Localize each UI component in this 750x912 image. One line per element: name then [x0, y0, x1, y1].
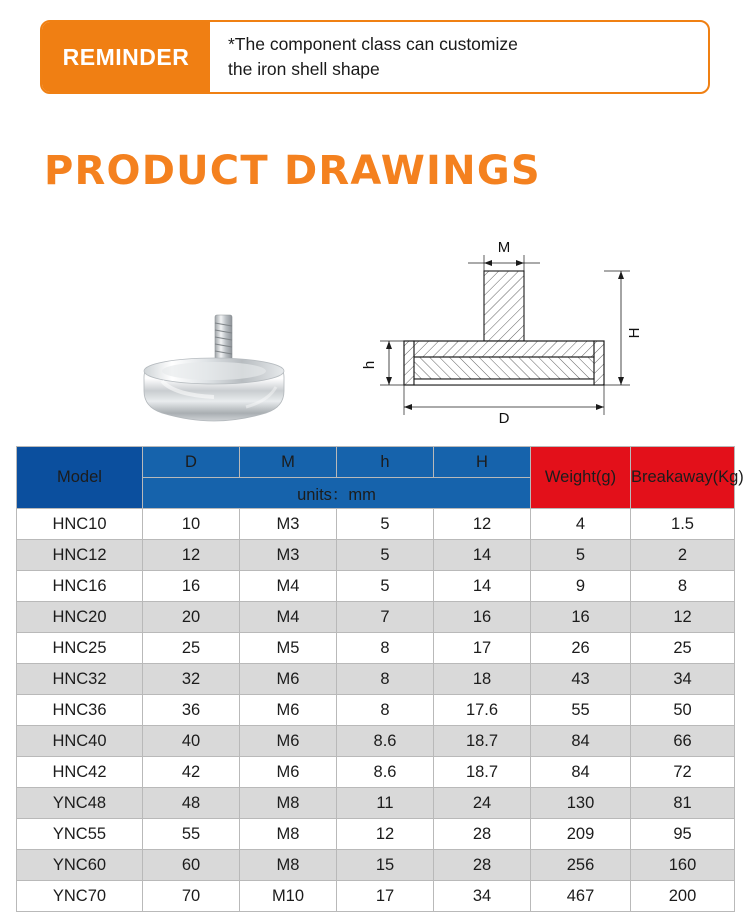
cell-model: HNC32	[17, 664, 143, 695]
cell-h: 8	[337, 664, 434, 695]
cell-model: YNC60	[17, 850, 143, 881]
cell-weight: 130	[531, 788, 631, 819]
cell-d: 48	[143, 788, 240, 819]
cell-model: YNC48	[17, 788, 143, 819]
cell-breakaway: 72	[631, 757, 735, 788]
label-d: D	[498, 410, 510, 427]
reminder-banner	[40, 20, 710, 94]
cell-m: M5	[240, 633, 337, 664]
cell-H: 18.7	[434, 726, 531, 757]
cell-breakaway: 160	[631, 850, 735, 881]
cell-weight: 4	[531, 509, 631, 540]
cell-d: 40	[143, 726, 240, 757]
cell-weight: 209	[531, 819, 631, 850]
cell-breakaway: 200	[631, 881, 735, 912]
cell-H: 14	[434, 571, 531, 602]
cell-d: 36	[143, 695, 240, 726]
cell-H: 28	[434, 819, 531, 850]
cell-m: M6	[240, 757, 337, 788]
cell-H: 28	[434, 850, 531, 881]
table-row	[17, 571, 735, 602]
header-d: D	[143, 447, 240, 478]
cell-m: M8	[240, 788, 337, 819]
table-row	[17, 509, 735, 540]
magnet-cross-section	[380, 255, 630, 415]
cell-m: M6	[240, 726, 337, 757]
table-row	[17, 695, 735, 726]
cell-d: 60	[143, 850, 240, 881]
cell-h: 5	[337, 540, 434, 571]
cell-breakaway: 12	[631, 602, 735, 633]
label-m: M	[497, 239, 511, 256]
cell-weight: 256	[531, 850, 631, 881]
cell-m: M10	[240, 881, 337, 912]
label-h: h	[361, 360, 378, 370]
cell-model: HNC25	[17, 633, 143, 664]
cell-h: 8.6	[337, 757, 434, 788]
cell-weight: 43	[531, 664, 631, 695]
product-drawings	[0, 225, 750, 435]
table-row	[17, 850, 735, 881]
cell-breakaway: 25	[631, 633, 735, 664]
table-row	[17, 726, 735, 757]
table-row	[17, 881, 735, 912]
table-row	[17, 664, 735, 695]
cell-weight: 16	[531, 602, 631, 633]
table-row	[17, 633, 735, 664]
cell-breakaway: 8	[631, 571, 735, 602]
cell-H: 18.7	[434, 757, 531, 788]
cell-model: HNC40	[17, 726, 143, 757]
table-row	[17, 540, 735, 571]
cell-model: HNC42	[17, 757, 143, 788]
cell-h: 15	[337, 850, 434, 881]
cell-d: 12	[143, 540, 240, 571]
cell-d: 55	[143, 819, 240, 850]
reminder-text	[210, 22, 708, 92]
label-H: H	[626, 327, 643, 339]
cell-breakaway: 81	[631, 788, 735, 819]
spec-table	[16, 446, 744, 912]
cell-H: 17	[434, 633, 531, 664]
header-m: M	[240, 447, 337, 478]
cell-d: 70	[143, 881, 240, 912]
cell-breakaway: 66	[631, 726, 735, 757]
header-breakaway: Breakaway(Kg)	[631, 447, 735, 509]
header-h-small: h	[337, 447, 434, 478]
cell-weight: 26	[531, 633, 631, 664]
drawing-svg	[0, 225, 750, 435]
cell-H: 17.6	[434, 695, 531, 726]
reminder-tag: REMINDER	[42, 22, 210, 92]
cell-weight: 84	[531, 757, 631, 788]
cell-breakaway: 1.5	[631, 509, 735, 540]
cell-model: HNC16	[17, 571, 143, 602]
cell-weight: 5	[531, 540, 631, 571]
cell-d: 16	[143, 571, 240, 602]
cell-weight: 467	[531, 881, 631, 912]
cell-h: 8	[337, 695, 434, 726]
cell-h: 11	[337, 788, 434, 819]
cell-model: HNC12	[17, 540, 143, 571]
header-h-large: H	[434, 447, 531, 478]
table-header-row	[17, 447, 735, 478]
cell-m: M4	[240, 602, 337, 633]
cell-model: YNC55	[17, 819, 143, 850]
spec-table-body	[17, 509, 735, 912]
cell-model: YNC70	[17, 881, 143, 912]
cell-d: 42	[143, 757, 240, 788]
cell-h: 12	[337, 819, 434, 850]
cell-m: M3	[240, 509, 337, 540]
cell-d: 25	[143, 633, 240, 664]
cell-breakaway: 50	[631, 695, 735, 726]
cell-breakaway: 2	[631, 540, 735, 571]
cell-weight: 55	[531, 695, 631, 726]
page-title: PRODUCT DRAWINGS	[44, 148, 541, 194]
cell-h: 17	[337, 881, 434, 912]
header-weight: Weight(g)	[531, 447, 631, 509]
cell-h: 7	[337, 602, 434, 633]
cell-m: M3	[240, 540, 337, 571]
cell-model: HNC20	[17, 602, 143, 633]
cell-breakaway: 34	[631, 664, 735, 695]
cell-m: M4	[240, 571, 337, 602]
cell-h: 8	[337, 633, 434, 664]
cell-d: 20	[143, 602, 240, 633]
cell-h: 8.6	[337, 726, 434, 757]
cell-H: 12	[434, 509, 531, 540]
spec-table-wrapper	[16, 446, 744, 912]
table-row	[17, 819, 735, 850]
cell-h: 5	[337, 509, 434, 540]
table-row	[17, 757, 735, 788]
cell-H: 14	[434, 540, 531, 571]
table-row	[17, 788, 735, 819]
cell-d: 32	[143, 664, 240, 695]
magnet-photo	[144, 315, 284, 421]
cell-breakaway: 95	[631, 819, 735, 850]
cell-H: 18	[434, 664, 531, 695]
cell-H: 24	[434, 788, 531, 819]
cell-m: M8	[240, 850, 337, 881]
cell-d: 10	[143, 509, 240, 540]
cell-m: M6	[240, 695, 337, 726]
cell-weight: 84	[531, 726, 631, 757]
reminder-line-2: the iron shell shape	[228, 59, 380, 79]
cell-m: M8	[240, 819, 337, 850]
cell-weight: 9	[531, 571, 631, 602]
cell-H: 16	[434, 602, 531, 633]
header-units: units：mm	[143, 478, 531, 509]
cell-model: HNC10	[17, 509, 143, 540]
header-model: Model	[17, 447, 143, 509]
cell-model: HNC36	[17, 695, 143, 726]
table-row	[17, 602, 735, 633]
cell-m: M6	[240, 664, 337, 695]
cell-H: 34	[434, 881, 531, 912]
reminder-line-1: *The component class can customize	[228, 34, 518, 55]
cell-h: 5	[337, 571, 434, 602]
